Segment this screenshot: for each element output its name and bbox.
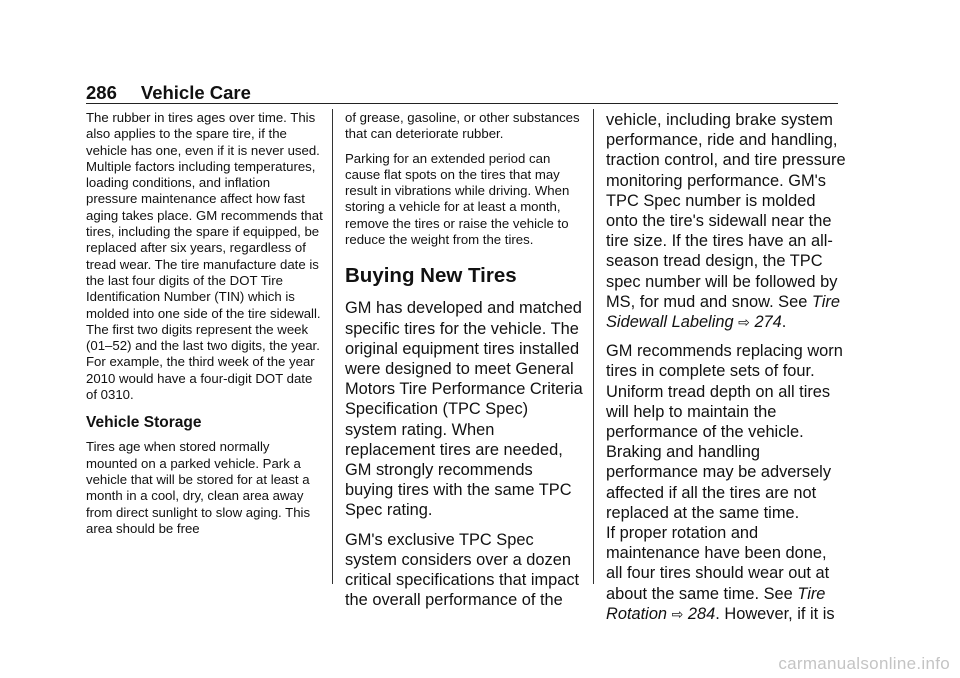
tire-aging-paragraph: The rubber in tires ages over time. This also applies to the spare tire, if the vehicle has one, even if it is never used. Multiple factors including temperatures, loading conditions, and inflation pressure maintenance affect how fast aging takes place. GM recommends that tires, including the spare if equipped, be replaced after six years, regardless of tread wear. The tire manufacture date is the last four digits of the DOT Tire Identification Number (TIN) which is molded into one side of the tire sidewall. The first two digits represent the week (01–52) and the last two digits, the year. For example, the third week of the year 2010 would have a four-digit DOT date of 0310. [86, 110, 323, 403]
column-2 [345, 110, 583, 610]
tpc-spec-paragraph: GM's exclusive TPC Spec system considers over a dozen critical specifications that impact the overall performance of the [345, 530, 580, 610]
rotation-text: If proper rotation and maintenance have been done, all four tires should wear out at about the same time. See [606, 524, 830, 603]
tire-sidewall-labeling-page: 274 [754, 313, 782, 332]
page-reference-arrow-icon: ⇨ [671, 605, 684, 622]
column-1 [86, 110, 324, 537]
vehicle-storage-heading: Vehicle Storage [86, 414, 202, 432]
replace-worn-tires-paragraph: GM recommends replacing worn tires in complete sets of four. Uniform tread depth on all tires will help to maintain the performance of the vehicle. Braking and handling performance may be adversely affected if all the tires are not replaced at the same time. [606, 342, 843, 522]
storage-paragraph: Tires age when stored normally mounted on a parked vehicle. Park a vehicle that will be stored for at least a month in a cool, dry, clean area away from direct sunlight to slow aging. This area should be free [86, 439, 311, 536]
rotation-paragraph [606, 523, 846, 624]
parking-paragraph: Parking for an extended period can cause flat spots on the tires that may result in vibrations while driving. When storing a vehicle for at least a month, remove the tires or raise the vehicle to reduce the weight from the tires. [345, 150, 570, 248]
tpc-continued-paragraph [606, 110, 846, 332]
column-3 [606, 110, 846, 624]
tire-rotation-label: Tire Rotation [606, 584, 826, 623]
section-title: Vehicle Care [140, 82, 251, 103]
buying-new-tires-heading: Buying New Tires [345, 264, 517, 288]
page-number: 286 [86, 82, 117, 103]
tpc-continued-text: vehicle, including brake system performance, ride and handling, traction control, and tire pressure monitoring performance. GM's TPC Spec number is molded onto the tire's sidewall near the tire size. If the tires have an all-season tread design, the TPC spec number will be followed by MS, for mud and snow. See [606, 111, 846, 311]
column-divider-1 [332, 109, 333, 584]
header-rule [86, 103, 838, 104]
rotation-end: . However, if it is [715, 604, 835, 623]
column-divider-2 [593, 109, 594, 584]
gm-tires-paragraph: GM has developed and matched specific tires for the vehicle. The original equipment tires installed were designed to meet General Motors Tire Performance Criteria Specification (TPC Spec) system rating. When replacement tires are needed, GM strongly recommends buying tires with the same TPC Spec rating. [345, 299, 583, 520]
tire-rotation-page: 284 [687, 604, 716, 623]
storage-continued-paragraph: of grease, gasoline, or other substances that can deteriorate rubber. [345, 110, 580, 142]
page-reference-arrow-icon: ⇨ [738, 314, 750, 331]
tpc-continued-end: . [781, 313, 787, 332]
page-header [86, 82, 251, 104]
tire-sidewall-labeling-label: Tire Sidewall Labeling [606, 292, 840, 332]
watermark: carmanualsonline.info [778, 654, 950, 673]
